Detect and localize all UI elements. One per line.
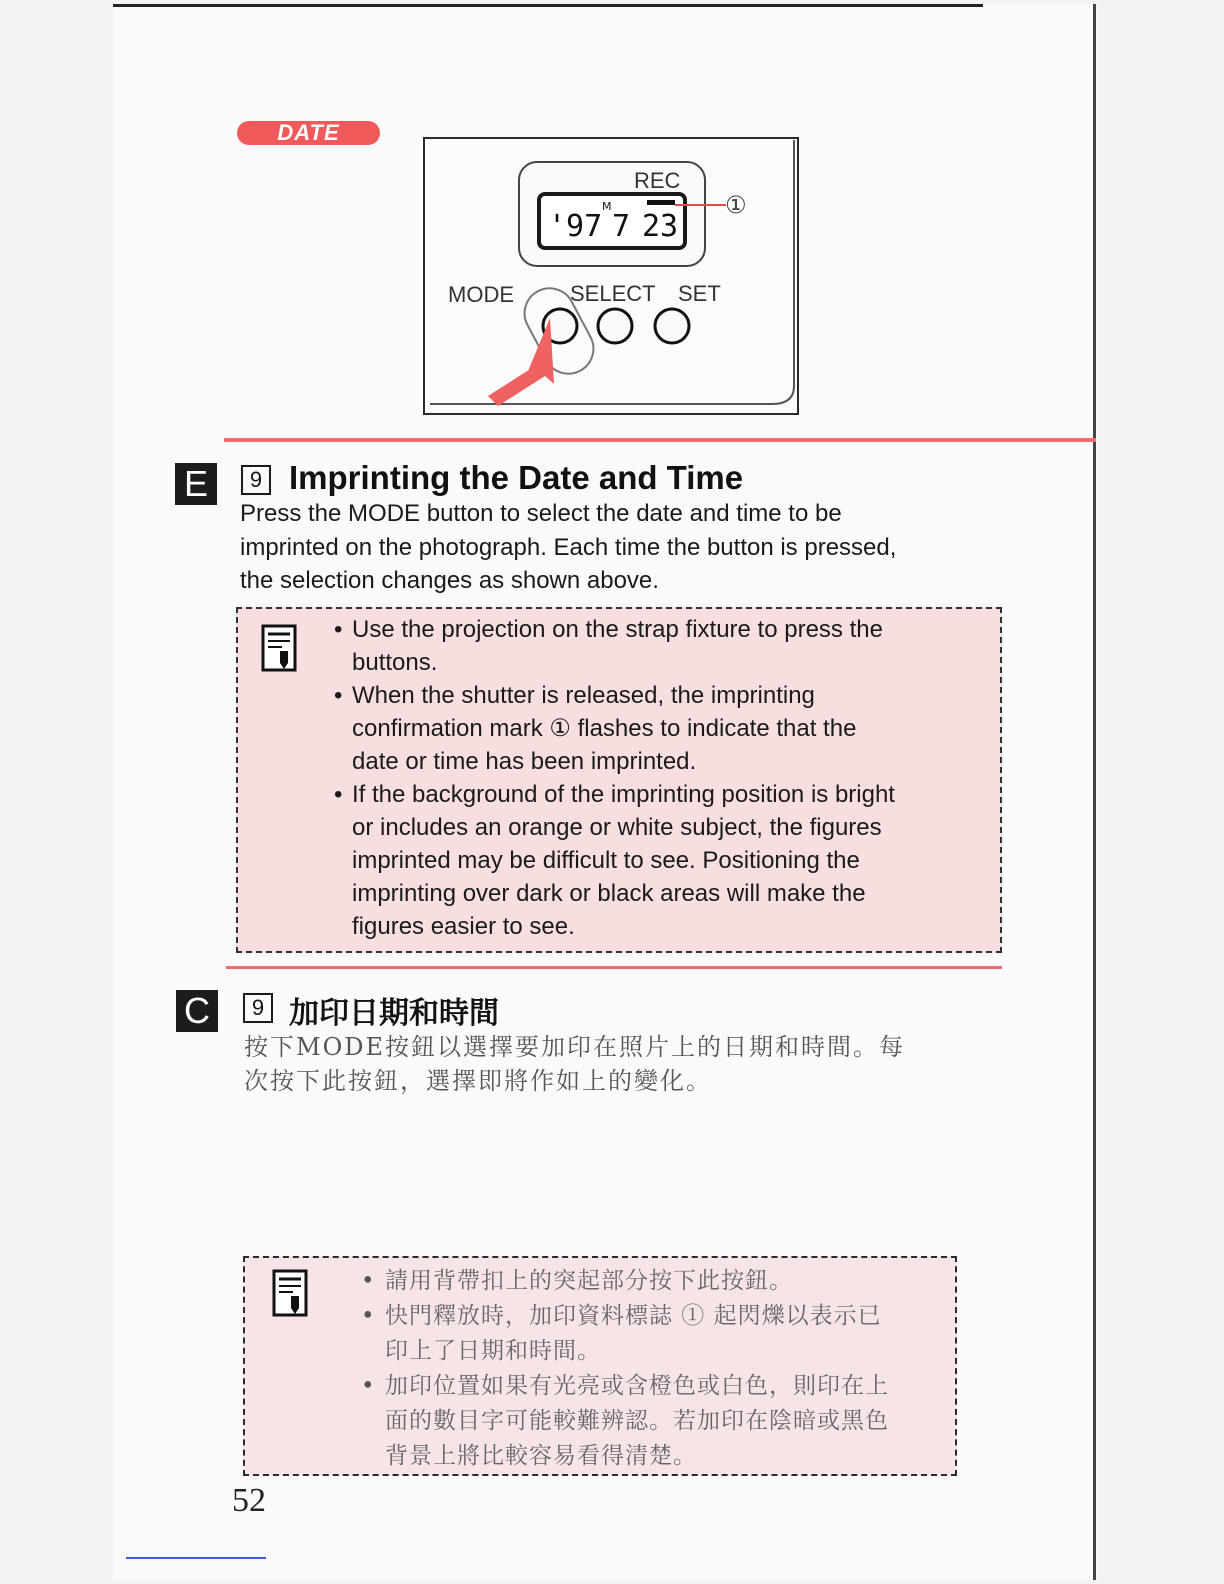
lcd-day: 23 xyxy=(642,209,679,244)
note-line: • If the background of the imprinting position is bright xyxy=(352,781,895,808)
paragraph-line: Press the MODE button to select the date and time to be xyxy=(240,500,842,527)
english-note-box xyxy=(236,607,1002,953)
note-line: imprinted may be difficult to see. Positioning the xyxy=(352,847,860,874)
lcd-month-mark: M xyxy=(602,200,612,213)
english-section-badge: E xyxy=(175,463,217,505)
note-line: 印上了日期和時間。 xyxy=(385,1338,601,1364)
note-line: • 快門釋放時，加印資料標誌 ① 起閃爍以表示已 xyxy=(385,1303,882,1329)
chinese-note-list xyxy=(361,1264,951,1474)
camera-back-diagram xyxy=(422,136,802,418)
note-item xyxy=(361,1264,951,1299)
step-number-box: 9 xyxy=(243,993,273,1023)
page-number: 52 xyxy=(232,1482,266,1519)
paragraph-line: 次按下此按鈕，選擇即將作如上的變化。 xyxy=(244,1067,712,1095)
set-label: SET xyxy=(678,281,721,306)
lcd-year: '97 xyxy=(548,209,603,244)
lcd-month: 7 xyxy=(612,209,631,244)
note-line: buttons. xyxy=(352,649,438,676)
rec-label: REC xyxy=(634,168,681,193)
chinese-heading: 加印日期和時間 xyxy=(289,996,499,1031)
note-line: • When the shutter is released, the imprinting xyxy=(352,682,815,709)
note-line: imprinting over dark or black areas will make the xyxy=(352,880,866,907)
note-item xyxy=(361,1299,951,1369)
note-line: • 請用背帶扣上的突起部分按下此按鈕。 xyxy=(385,1268,793,1294)
section-divider xyxy=(224,438,1096,442)
callout-marker: ① xyxy=(725,191,747,219)
note-line: confirmation mark ① flashes to indicate that the xyxy=(352,715,857,742)
mode-label: MODE xyxy=(448,282,514,307)
chinese-section-badge: C xyxy=(176,990,218,1032)
set-button[interactable] xyxy=(655,309,689,343)
note-item xyxy=(334,778,994,943)
note-line: or includes an orange or white subject, the figures xyxy=(352,814,882,841)
note-line: • 加印位置如果有光亮或含橙色或白色，則印在上 xyxy=(385,1373,889,1399)
note-line: • Use the projection on the strap fixture to press the xyxy=(352,616,883,643)
note-line: figures easier to see. xyxy=(352,913,575,940)
page-top-edge xyxy=(113,4,983,7)
section-divider xyxy=(226,966,1002,969)
chinese-note-box xyxy=(243,1256,957,1476)
memo-pencil-icon xyxy=(260,623,298,673)
note-item xyxy=(361,1369,951,1474)
memo-pencil-icon xyxy=(271,1268,309,1318)
paragraph-line: 按下MODE按鈕以選擇要加印在照片上的日期和時間。每 xyxy=(244,1033,906,1061)
note-line: 背景上將比較容易看得清楚。 xyxy=(385,1443,697,1469)
note-item xyxy=(334,679,994,778)
date-badge: DATE xyxy=(237,121,380,145)
paragraph-line: the selection changes as shown above. xyxy=(240,567,659,594)
select-button[interactable] xyxy=(598,309,632,343)
note-item xyxy=(334,613,994,679)
english-paragraph xyxy=(240,497,1010,598)
english-heading: Imprinting the Date and Time xyxy=(289,459,744,496)
page-right-edge xyxy=(1093,4,1096,1580)
paragraph-line: imprinted on the photograph. Each time the button is pressed, xyxy=(240,533,897,561)
note-line: 面的數目字可能較難辨認。若加印在陰暗或黑色 xyxy=(385,1408,889,1434)
bottom-underline xyxy=(126,1557,266,1559)
note-line: date or time has been imprinted. xyxy=(352,748,697,775)
confirmation-mark-bar xyxy=(647,200,675,205)
select-label: SELECT xyxy=(570,281,656,306)
chinese-paragraph xyxy=(244,1030,964,1098)
step-number-box: 9 xyxy=(241,465,271,495)
english-note-list xyxy=(334,613,994,943)
